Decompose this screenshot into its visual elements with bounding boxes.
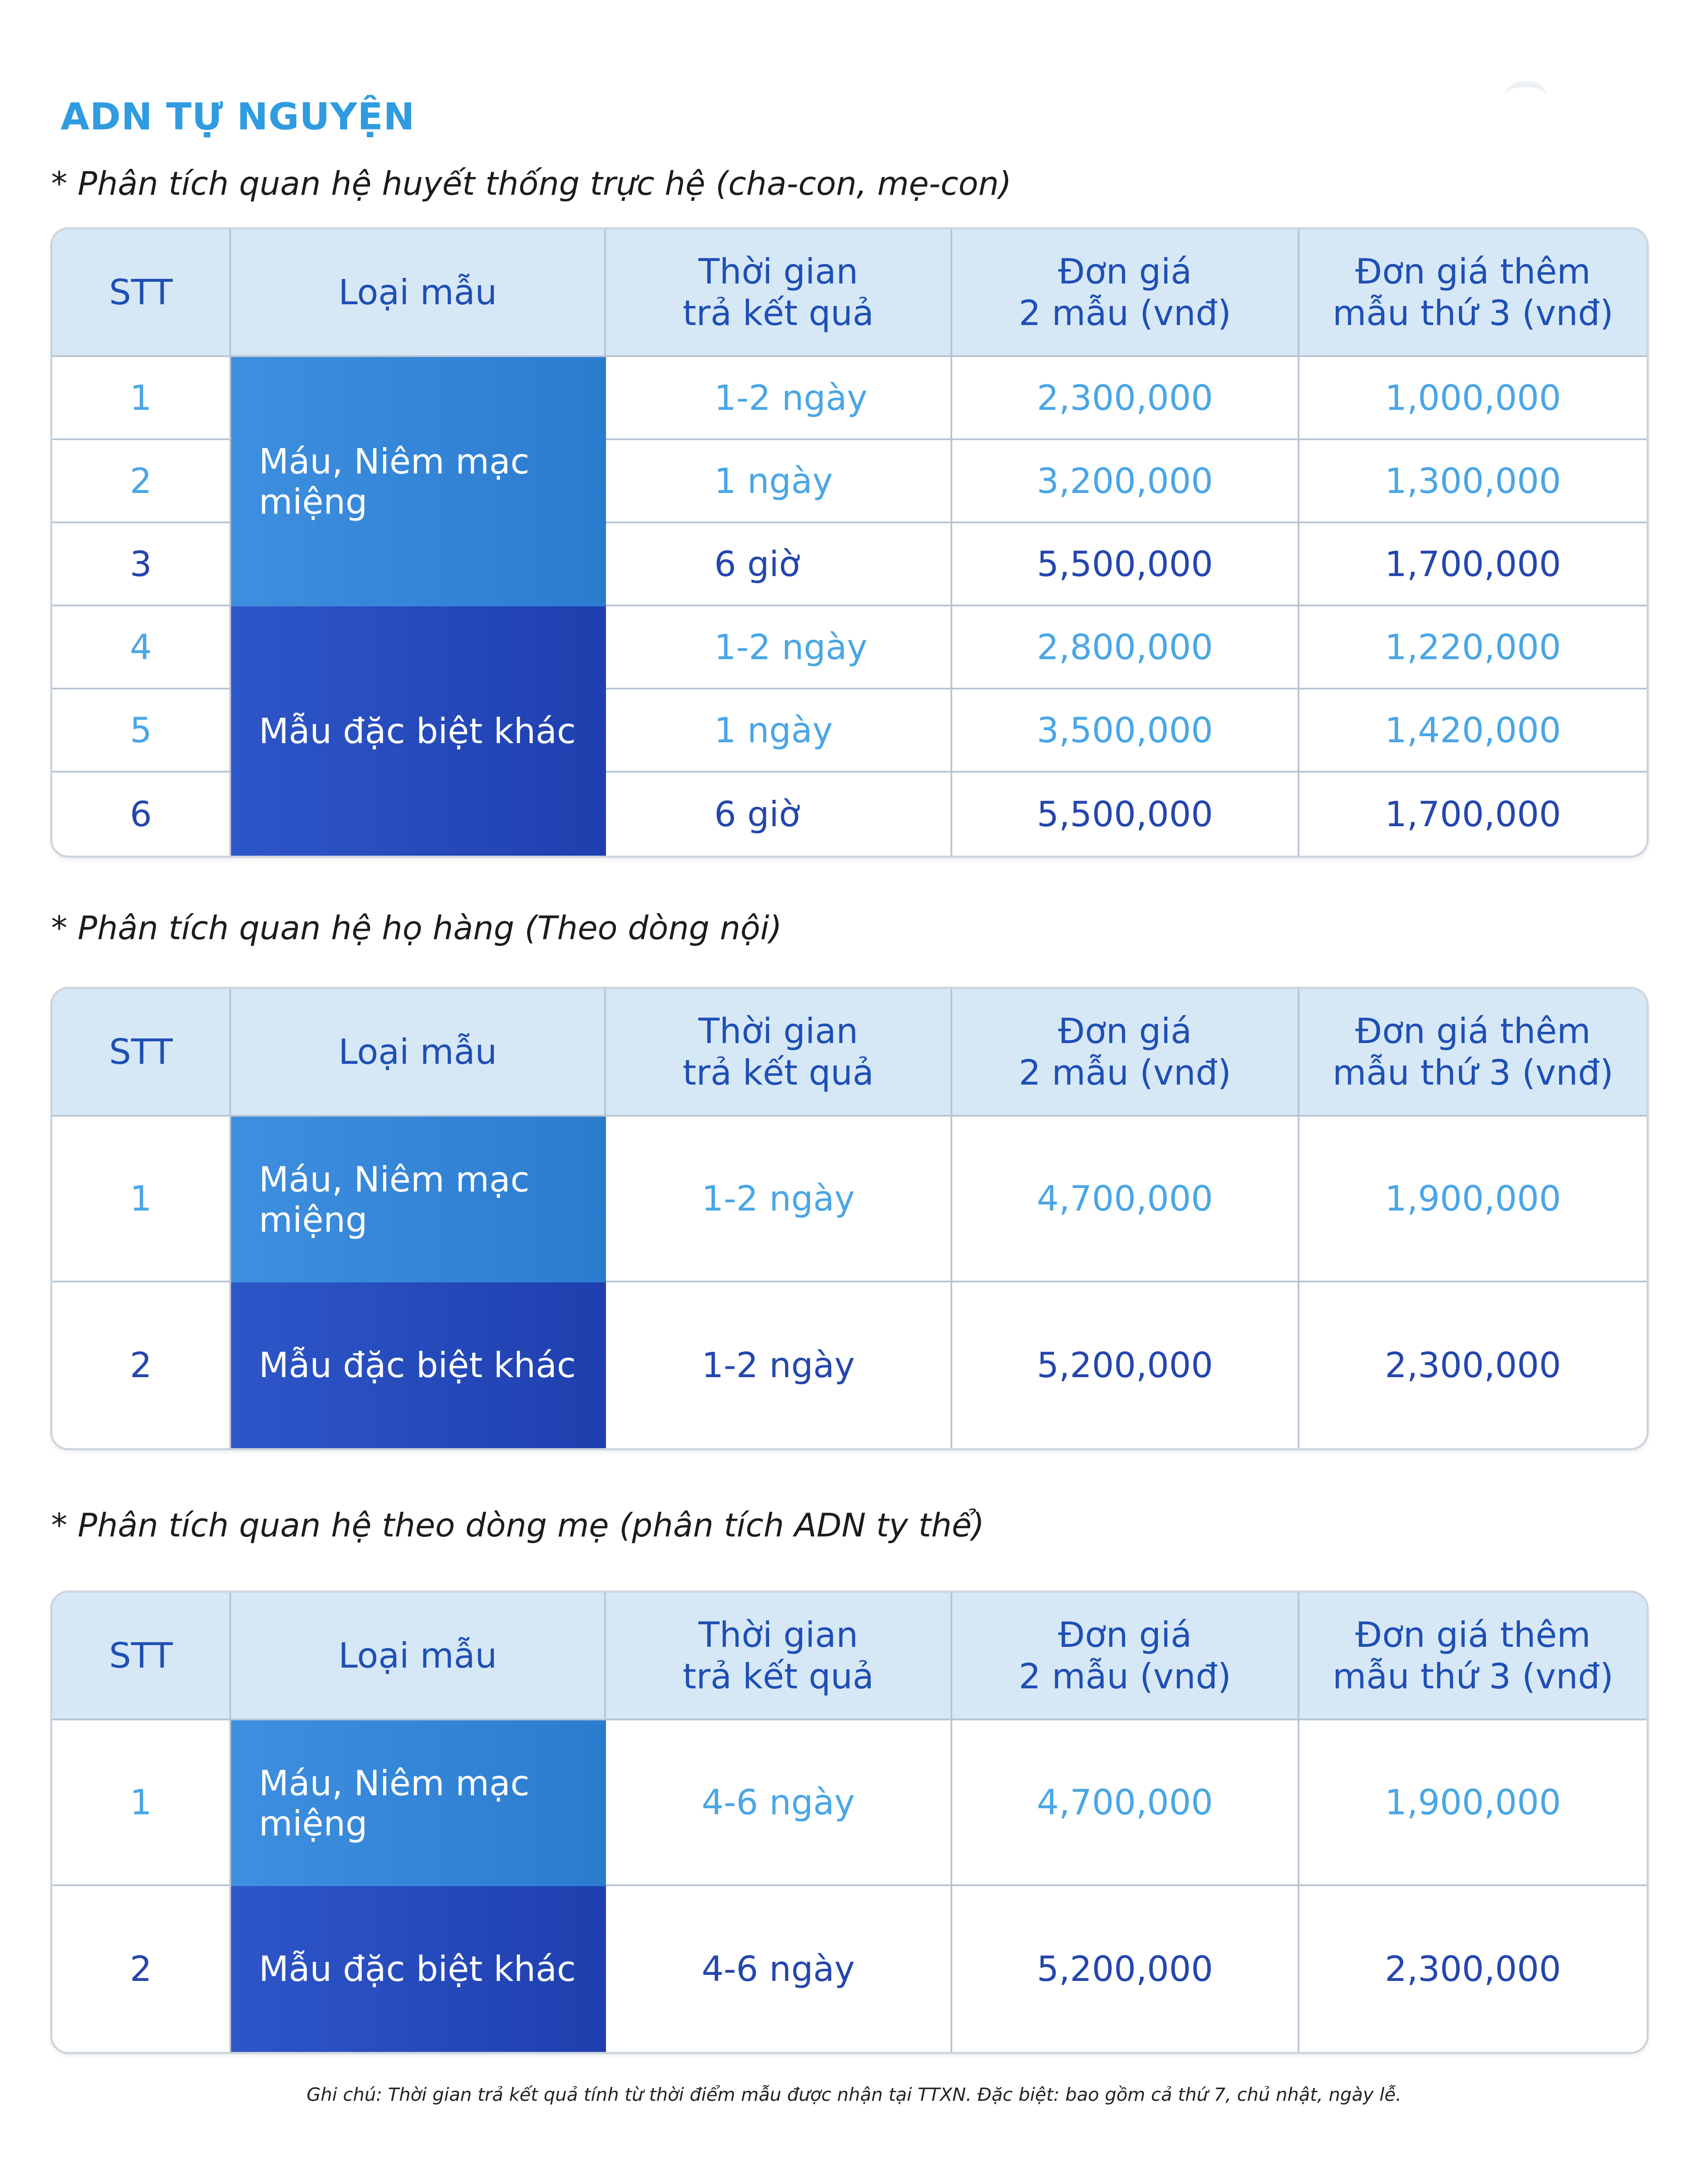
- values-column: [606, 357, 1647, 856]
- price-extra-cell: 1,900,000: [1385, 1782, 1561, 1823]
- stt-cell: 3: [52, 523, 229, 606]
- price-extra-cell: 1,900,000: [1385, 1179, 1561, 1219]
- price-two-cell: 3,200,000: [952, 440, 1299, 522]
- sample-type-blood: Máu, Niêm mạc miệng: [231, 1117, 606, 1282]
- header-price-two: Đơn giá 2 mẫu (vnđ): [952, 989, 1299, 1115]
- table-row: [606, 773, 1647, 856]
- price-two-cell: 2,800,000: [952, 606, 1299, 688]
- header-stt: STT: [52, 229, 231, 355]
- price-two-cell: 2,300,000: [952, 357, 1299, 438]
- sample-type-column: [231, 1117, 606, 1448]
- section-title-direct: * Phân tích quan hệ huyết thống trực hệ (cha-con, mẹ-con): [51, 164, 1012, 203]
- header-price-two: Đơn giá 2 mẫu (vnđ): [952, 1593, 1299, 1719]
- turnaround-cell: 1-2 ngày: [606, 357, 952, 438]
- price-two-cell: 3,500,000: [952, 689, 1299, 771]
- stt-column: [52, 1117, 231, 1448]
- turnaround-cell: 1 ngày: [606, 689, 952, 771]
- price-extra-cell: 1,700,000: [1385, 794, 1561, 834]
- header-stt: STT: [52, 1593, 231, 1719]
- stt-column: [52, 357, 231, 856]
- price-two-cell: 5,200,000: [952, 1886, 1299, 2052]
- stt-cell: 1: [52, 1117, 229, 1282]
- page-title: ADN TỰ NGUYỆN: [61, 95, 415, 138]
- stt-cell: 2: [130, 1345, 152, 1385]
- table-row: [606, 1117, 1647, 1282]
- stt-cell: 2: [52, 440, 229, 523]
- sample-type-special: Mẫu đặc biệt khác: [231, 1886, 606, 2052]
- table-row: [606, 523, 1647, 606]
- sample-type-column: [231, 1720, 606, 2052]
- stt-cell: 1: [52, 1720, 229, 1886]
- price-extra-cell: 2,300,000: [1385, 1345, 1561, 1385]
- turnaround-cell: 1 ngày: [606, 440, 952, 522]
- values-column: [606, 1117, 1647, 1448]
- table-row: [606, 357, 1647, 440]
- header-sample-type: Loại mẫu: [231, 229, 606, 355]
- price-extra-cell: 1,000,000: [1385, 377, 1561, 418]
- sample-type-blood: Máu, Niêm mạc miệng: [231, 1720, 606, 1886]
- table-row: [606, 606, 1647, 689]
- table-row: [606, 1282, 1647, 1448]
- turnaround-cell: 1-2 ngày: [606, 606, 952, 688]
- stt-column: [52, 1720, 231, 2052]
- sample-type-special: Mẫu đặc biệt khác: [231, 1282, 606, 1448]
- header-turnaround: Thời gian trả kết quả: [606, 989, 952, 1115]
- price-table-direct: [50, 227, 1649, 858]
- table-body: [52, 357, 1647, 856]
- table-row: [606, 1886, 1647, 2052]
- header-price-extra: Đơn giá thêm mẫu thứ 3 (vnđ): [1332, 251, 1614, 333]
- section-title-paternal: * Phân tích quan hệ họ hàng (Theo dòng nội): [51, 909, 782, 947]
- table-header: [52, 989, 1647, 1117]
- price-two-cell: 5,200,000: [952, 1282, 1299, 1448]
- stt-cell: 1: [52, 357, 229, 440]
- table-body: [52, 1720, 1647, 2052]
- price-two-cell: 5,500,000: [952, 523, 1299, 605]
- stt-cell: 4: [52, 606, 229, 689]
- price-extra-cell: 1,220,000: [1385, 627, 1561, 667]
- table-row: [606, 440, 1647, 523]
- table-header: [52, 229, 1647, 357]
- price-two-cell: 5,500,000: [952, 773, 1299, 856]
- stt-cell: 5: [52, 689, 229, 773]
- price-table-paternal: [50, 987, 1649, 1450]
- header-turnaround: Thời gian trả kết quả: [606, 1593, 952, 1719]
- price-table-maternal: [50, 1591, 1649, 2054]
- turnaround-cell: 1-2 ngày: [606, 1117, 952, 1281]
- header-turnaround: Thời gian trả kết quả: [606, 229, 952, 355]
- table-row: [606, 1720, 1647, 1886]
- price-extra-cell: 2,300,000: [1385, 1949, 1561, 1989]
- header-stt: STT: [52, 989, 231, 1115]
- header-price-extra: Đơn giá thêm mẫu thứ 3 (vnđ): [1332, 1011, 1614, 1093]
- stt-cell: 2: [130, 1949, 152, 1989]
- header-price-extra: Đơn giá thêm mẫu thứ 3 (vnđ): [1332, 1614, 1614, 1697]
- header-sample-type: Loại mẫu: [231, 1593, 606, 1719]
- turnaround-cell: 4-6 ngày: [606, 1886, 952, 2052]
- turnaround-cell: 4-6 ngày: [606, 1720, 952, 1884]
- turnaround-cell: 6 giờ: [606, 523, 952, 605]
- header-sample-type: Loại mẫu: [231, 989, 606, 1115]
- price-two-cell: 4,700,000: [952, 1117, 1299, 1281]
- section-title-maternal: * Phân tích quan hệ theo dòng mẹ (phân tích ADN ty thể): [51, 1506, 985, 1544]
- price-extra-cell: 1,420,000: [1385, 710, 1561, 750]
- footnote: Ghi chú: Thời gian trả kết quả tính từ thời điểm mẫu được nhận tại TTXN. Đặc biệt: bao gồm cả thứ 7, chủ nhật, ngày lễ.: [306, 2084, 1402, 2105]
- turnaround-cell: 1-2 ngày: [606, 1282, 952, 1448]
- price-two-cell: 4,700,000: [952, 1720, 1299, 1884]
- header-price-two: Đơn giá 2 mẫu (vnđ): [952, 229, 1299, 355]
- table-body: [52, 1117, 1647, 1448]
- price-extra-cell: 1,700,000: [1385, 544, 1561, 584]
- sample-type-column: [231, 357, 606, 856]
- values-column: [606, 1720, 1647, 2052]
- sample-type-blood: Máu, Niêm mạc miệng: [231, 357, 606, 606]
- sample-type-special: Mẫu đặc biệt khác: [231, 606, 606, 856]
- turnaround-cell: 6 giờ: [606, 773, 952, 856]
- price-extra-cell: 1,300,000: [1385, 460, 1561, 501]
- table-header: [52, 1593, 1647, 1720]
- stt-cell: 6: [130, 794, 152, 834]
- corner-decoration: [1504, 81, 1547, 105]
- table-row: [606, 689, 1647, 773]
